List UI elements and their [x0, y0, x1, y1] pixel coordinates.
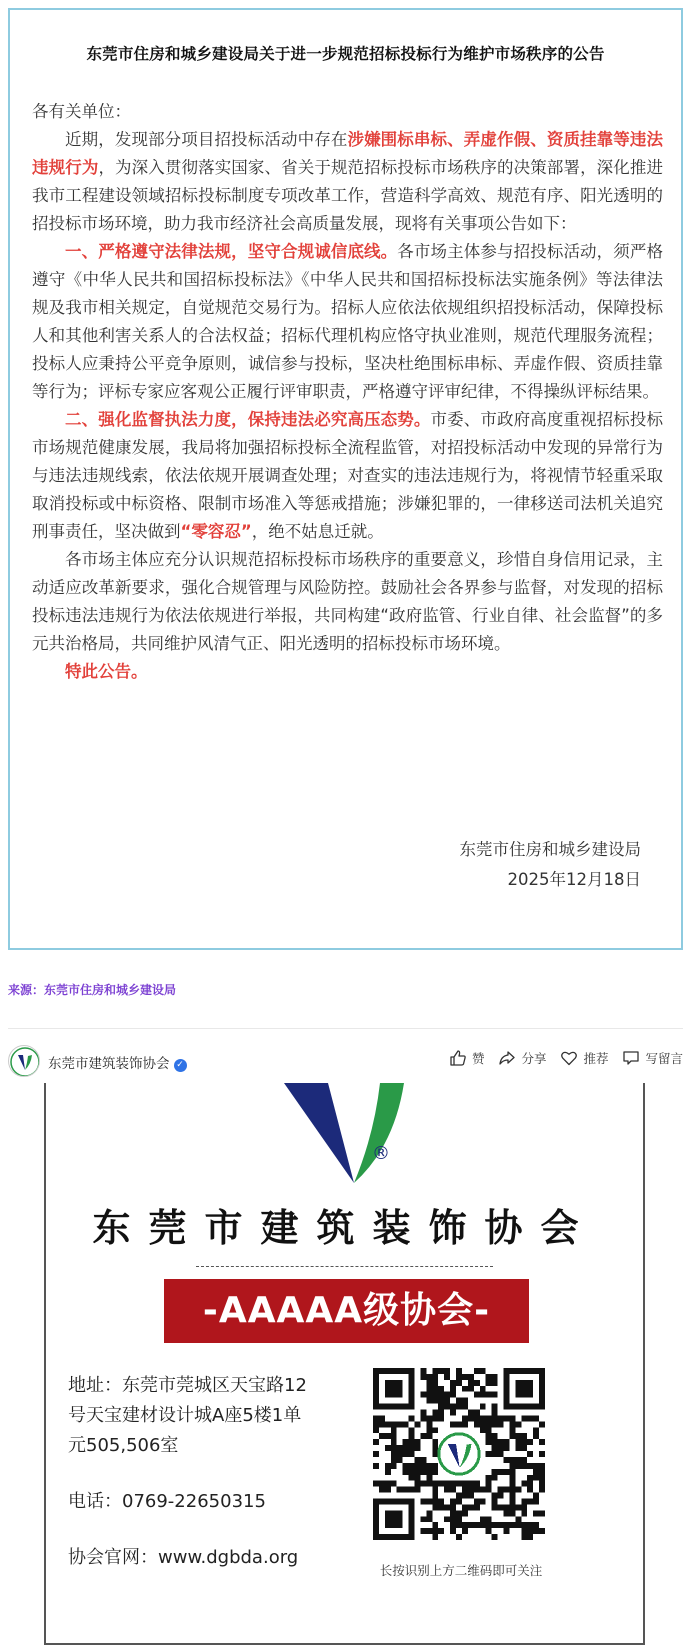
- qr-caption: 长按识别上方二维码即可关注: [379, 1563, 543, 1578]
- association-card: [44, 1083, 645, 1645]
- phone-number: 电话：0769-22650315: [68, 1491, 266, 1512]
- share-button[interactable]: [498, 1049, 546, 1067]
- website: 协会官网：www.dgbda.org: [68, 1547, 299, 1568]
- section-2-body-a: 市委、市政府高度重视招标投标市场规范健康发展，我局将加强招标投标全流程监管，对招投标活动中发现的异常行为与违法违规线索，依法依规开展调查处理；对查实的违法违规行为，将视情节轻重采取取消投标或中标资格、限制市场准入等惩戒措施；涉嫌犯罪的，一律移送司法机关追究刑事责任，坚决做到: [32, 410, 664, 541]
- address-line-1: 地址：东莞市莞城区天宝路12: [68, 1375, 307, 1396]
- signature-org: 东莞市住房和城乡建设局: [459, 840, 641, 859]
- address-line-2: 号天宝建材设计城A座5楼1单: [68, 1405, 302, 1426]
- section-1-body: 各市场主体参与招投标活动，须严格遵守《中华人民共和国招标投标法》《中华人民共和国招标投标法实施条例》等法律法规及我市相关规定，自觉规范交易行为。招标人应依法依规组织招投标活动，保障投标人和其他利害关系人的合法权益；招标代理机构应恪守执业准则，规范代理服务流程；投标人应秉持公平竞争原则，诚信参与投标，坚决杜绝围标串标、弄虚作假、资质挂靠等行为；评标专家应客观公正履行评审职责，严格遵守评审纪律，不得操纵评标结果。: [32, 242, 664, 401]
- salutation: 各有关单位：: [32, 102, 131, 121]
- recommend-button[interactable]: [560, 1049, 608, 1067]
- intro-highlight: 涉嫌围标串标、弄虚作假、资质挂靠等违法违规行为: [32, 130, 664, 177]
- notice-body: [32, 98, 663, 686]
- address-line-3: 元505,506室: [68, 1435, 179, 1456]
- comment-label: 写留言: [645, 1051, 683, 1066]
- account-name-text: 东莞市建筑装饰协会: [48, 1056, 170, 1072]
- recommend-label: 推荐: [583, 1051, 609, 1066]
- source-link[interactable]: 来源：东莞市住房和城乡建设局: [8, 983, 177, 997]
- closing-paragraph: 各市场主体应充分认识规范招标投标市场秩序的重要意义，珍惜自身信用记录，主动适应改革新要求，强化合规管理与风险防控。鼓励社会各界参与监督，对发现的招标投标违法违规行为依法依规进行举报，共同构建“政府监管、行业自律、社会监督”的多元共治格局，共同维护风清气正、阳光透明的招标投标市场环境。: [32, 550, 663, 653]
- zero-tolerance-highlight: “零容忍”: [180, 522, 252, 541]
- intro-text-a: 近期，发现部分项目招投标活动中存在: [65, 130, 348, 149]
- signature-date: 2025年12月18日: [507, 870, 641, 889]
- intro-text-b: ，为深入贯彻落实国家、省关于规范招标投标市场秩序的决策部署，深化推进我市工程建设领域招标投标制度专项改革工作，营造科学高效、规范有序、阳光透明的招投标市场环境，助力我市经济社会高质量发展，现将有关事项公告如下：: [32, 158, 664, 233]
- account-name[interactable]: [48, 1052, 187, 1072]
- section-1-paragraph: [32, 238, 663, 406]
- association-logo-icon: [9, 1046, 40, 1077]
- section-1-title: 一、严格遵守法律法规，坚守合规诚信底线。: [65, 242, 398, 261]
- heart-icon: [560, 1049, 578, 1067]
- divider: [8, 1028, 683, 1029]
- share-arrow-icon: [498, 1049, 516, 1067]
- section-2-body-b: ，绝不姑息迁就。: [251, 522, 384, 541]
- registered-mark: ®: [372, 1143, 390, 1164]
- like-button[interactable]: [449, 1049, 485, 1067]
- intro-paragraph: [32, 126, 663, 238]
- share-label: 分享: [521, 1051, 547, 1066]
- section-2-title: 二、强化监督执法力度，保持违法必究高压态势。: [65, 410, 431, 429]
- closing-phrase: 特此公告。: [65, 662, 148, 681]
- account-bar: [0, 1043, 691, 1083]
- comment-icon: [622, 1049, 640, 1067]
- dashed-divider: [196, 1266, 493, 1267]
- association-logo-mark-icon: [276, 1083, 426, 1193]
- qr-code-icon[interactable]: [373, 1368, 545, 1540]
- notice-box: [8, 8, 683, 950]
- avatar[interactable]: [8, 1045, 40, 1077]
- section-2-paragraph: [32, 406, 663, 546]
- grade-banner: -AAAAA级协会-: [164, 1279, 529, 1343]
- like-label: 赞: [471, 1051, 485, 1066]
- comment-button[interactable]: [622, 1049, 683, 1067]
- action-bar: [449, 1049, 683, 1067]
- thumbs-up-icon: [449, 1049, 467, 1067]
- association-title: 东莞市建筑装饰协会: [92, 1206, 597, 1250]
- verified-badge-icon: ✓: [174, 1059, 187, 1072]
- notice-title: 东莞市住房和城乡建设局关于进一步规范招标投标行为维护市场秩序的公告: [86, 45, 605, 63]
